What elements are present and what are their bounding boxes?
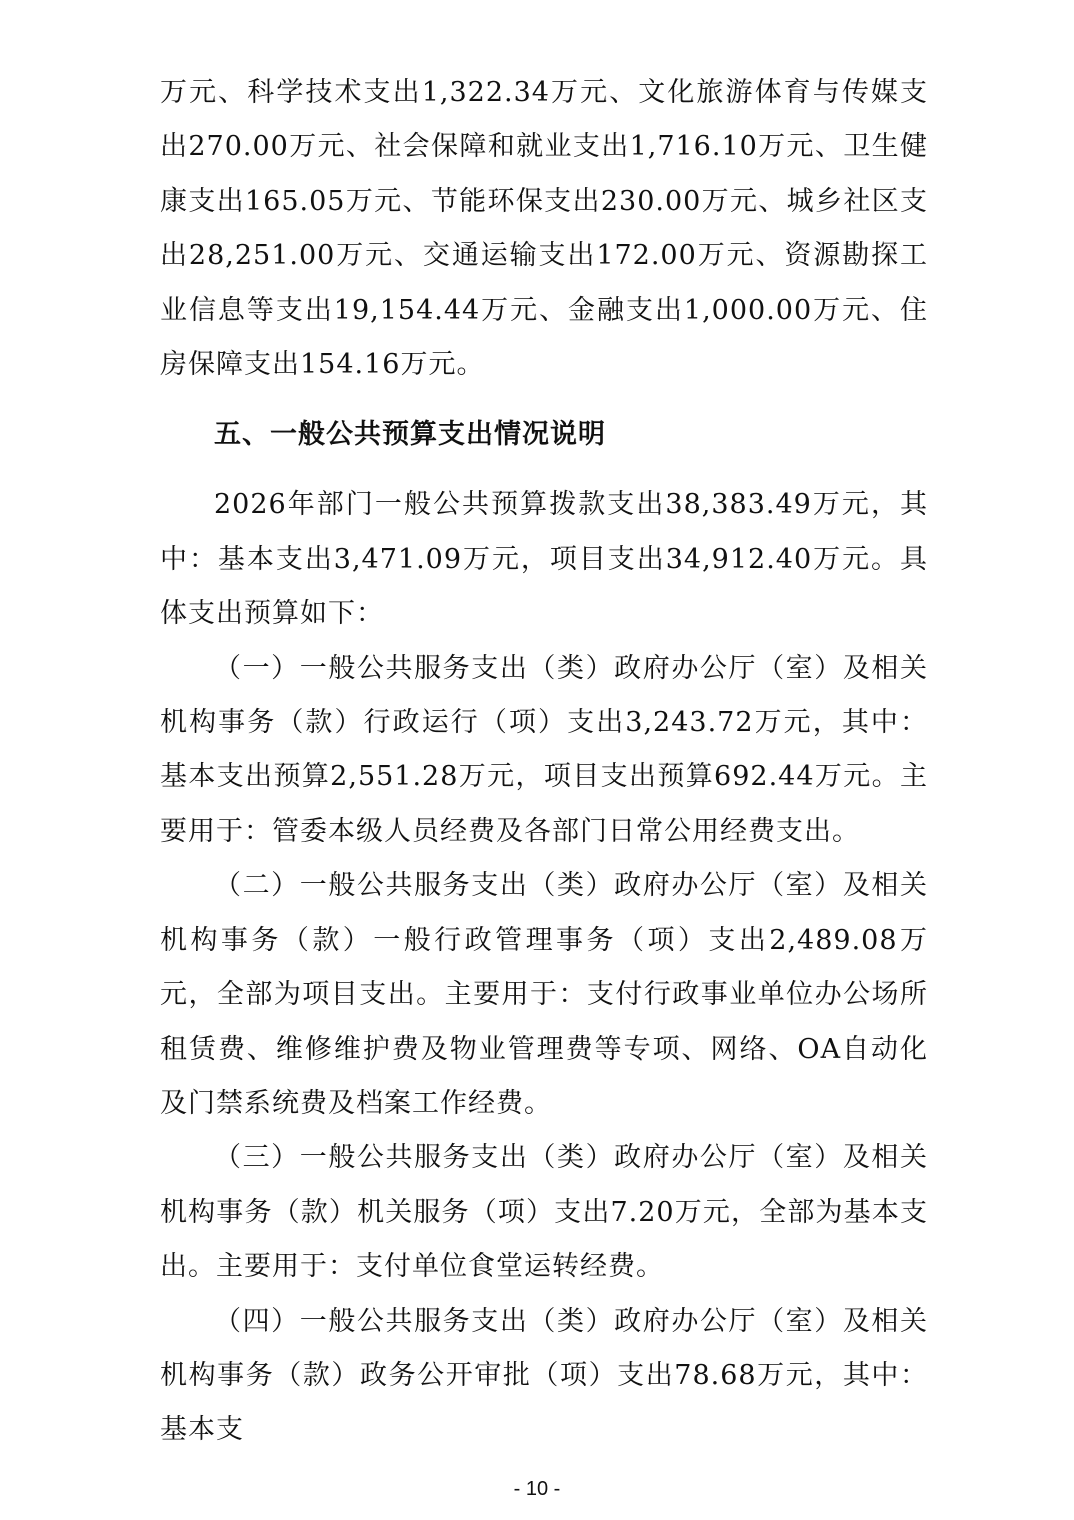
paragraph-item-3: （三）一般公共服务支出（类）政府办公厅（室）及相关机构事务（款）机关服务（项）支出7.20万元，全部为基本支出。主要用于：支付单位食堂运转经费。 (160, 1142, 928, 1283)
document-body (160, 66, 928, 1458)
paragraph-item-4: （四）一般公共服务支出（类）政府办公厅（室）及相关机构事务（款）政务公开审批（项）支出78.68万元，其中：基本支 (160, 1305, 928, 1446)
paragraph-item-1: （一）一般公共服务支出（类）政府办公厅（室）及相关机构事务（款）行政运行（项）支出3,243.72万元，其中：基本支出预算2,551.28万元，项目支出预算692.44万元。主要用于：管委本级人员经费及各部门日常公用经费支出。 (160, 652, 928, 847)
continuation-paragraph: 万元、科学技术支出1,322.34万元、文化旅游体育与传媒支出270.00万元、社会保障和就业支出1,716.10万元、卫生健康支出165.05万元、节能环保支出230.00万元、城乡社区支出28,251.00万元、交通运输支出172.00万元、资源勘探工业信息等支出19,154.44万元、金融支出1,000.00万元、住房保障支出154.16万元。 (160, 77, 928, 381)
section-heading: 五、一般公共预算支出情况说明 (214, 419, 606, 451)
paragraph-summary: 2026年部门一般公共预算拨款支出38,383.49万元，其中：基本支出3,471.09万元，项目支出34,912.40万元。具体支出预算如下： (160, 489, 928, 630)
paragraph-item-2: （二）一般公共服务支出（类）政府办公厅（室）及相关机构事务（款）一般行政管理事务（项）支出2,489.08万元，全部为项目支出。主要用于：支付行政事业单位办公场所租赁费、维修维护费及物业管理费等专项、网络、OA自动化及门禁系统费及档案工作经费。 (160, 870, 928, 1119)
page-number: - 10 - (513, 1478, 561, 1500)
